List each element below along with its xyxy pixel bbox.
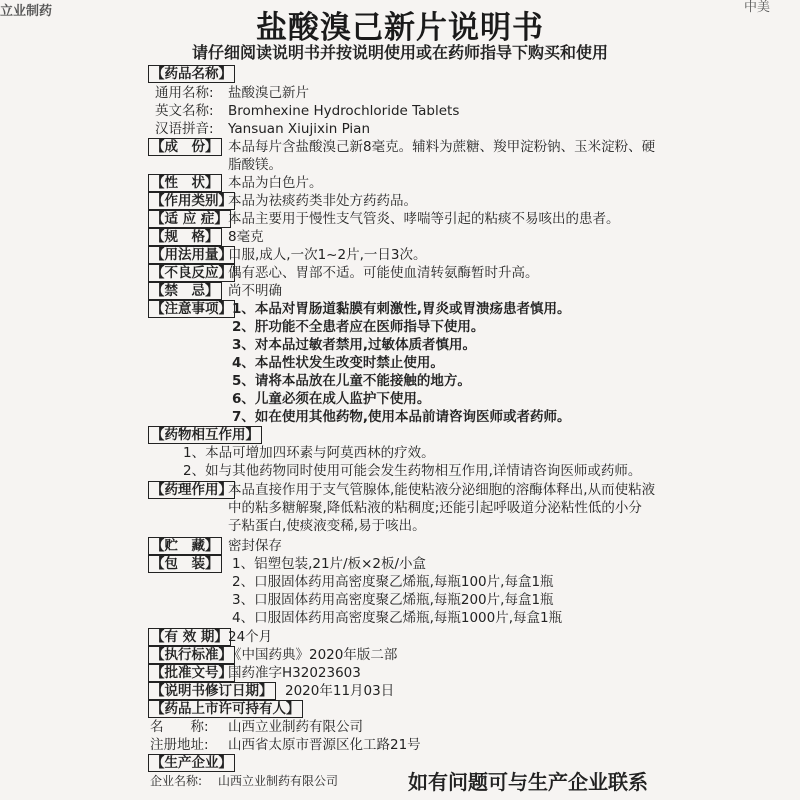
indication-heading: 【适 应 症】 (148, 210, 231, 228)
contact-note: 如有问题可与生产企业联系 (408, 770, 648, 794)
adverse-heading: 【不良反应】 (148, 264, 235, 282)
character-heading: 【性 状】 (148, 174, 222, 192)
contraindication-heading: 【禁 忌】 (148, 282, 222, 300)
generic-name-value: 盐酸溴己新片 (228, 85, 309, 101)
validity-heading: 【有 效 期】 (148, 628, 231, 646)
approval-heading: 【批准文号】 (148, 664, 235, 682)
pinyin-value: Yansuan Xiujixin Pian (228, 121, 370, 137)
package-item: 2、口服固体药用高密度聚乙烯瓶,每瓶100片,每盒1瓶 (232, 574, 554, 590)
precaution-item: 1、本品对胃肠道黏膜有刺激性,胃炎或胃溃疡患者慎用。 (232, 301, 571, 317)
english-name-value: Bromhexine Hydrochloride Tablets (228, 103, 460, 119)
holder-name-value: 山西立业制药有限公司 (228, 719, 363, 735)
dosage-text: 口服,成人,一次1~2片,一日3次。 (228, 247, 427, 263)
validity-text: 24个月 (228, 629, 273, 645)
precaution-item: 4、本品性状发生改变时禁止使用。 (232, 355, 444, 371)
document-title: 盐酸溴己新片说明书 (256, 10, 544, 46)
precaution-item: 6、儿童必须在成人监护下使用。 (232, 391, 431, 407)
pinyin-label: 汉语拼音: (155, 121, 214, 137)
pharmacology-text-3: 子粘蛋白,使痰液变稀,易于咳出。 (228, 518, 426, 534)
character-text: 本品为白色片。 (228, 175, 323, 191)
package-item: 1、铝塑包装,21片/板×2板/小盒 (232, 556, 427, 572)
brand-fragment: 立业制药 (0, 4, 53, 19)
package-heading: 【包 装】 (148, 555, 222, 573)
package-item: 4、口服固体药用高密度聚乙烯瓶,每瓶1000片,每盒1瓶 (232, 610, 563, 626)
holder-address-value: 山西省太原市晋源区化工路21号 (228, 737, 421, 753)
document-subtitle: 请仔细阅读说明书并按说明使用或在药师指导下购买和使用 (191, 43, 608, 62)
indication-text: 本品主要用于慢性支气管炎、哮喘等引起的粘痰不易咳出的患者。 (228, 211, 620, 227)
precaution-item: 3、对本品过敏者禁用,过敏体质者慎用。 (232, 337, 477, 353)
storage-text: 密封保存 (228, 538, 282, 554)
manufacturer-name-label: 企业名称: (150, 774, 203, 788)
precaution-item: 7、如在使用其他药物,使用本品前请咨询医师或者药师。 (232, 409, 571, 425)
revision-text: 2020年11月03日 (285, 683, 395, 699)
dosage-heading: 【用法用量】 (148, 246, 235, 264)
composition-text-1: 本品每片含盐酸溴己新8毫克。辅料为蔗糖、羧甲淀粉钠、玉米淀粉、硬 (228, 139, 656, 155)
adverse-text: 偶有恶心、胃部不适。可能使血清转氨酶暂时升高。 (228, 265, 539, 281)
revision-heading: 【说明书修订日期】 (148, 682, 276, 700)
composition-text-2: 脂酸镁。 (228, 157, 282, 173)
precautions-heading: 【注意事项】 (148, 300, 235, 318)
generic-name-label: 通用名称: (155, 85, 214, 101)
precaution-item: 5、请将本品放在儿童不能接触的地方。 (232, 373, 471, 389)
precaution-item: 2、肝功能不全患者应在医师指导下使用。 (232, 319, 485, 335)
standard-heading: 【执行标准】 (148, 646, 235, 664)
spec-text: 8毫克 (228, 229, 264, 245)
holder-address-label: 注册地址: (150, 737, 209, 753)
category-text: 本品为祛痰药类非处方药药品。 (228, 193, 417, 209)
interaction-heading: 【药物相互作用】 (148, 426, 262, 444)
manufacturer-name-value: 山西立业制药有限公司 (218, 774, 339, 788)
approval-text: 国药准字H32023603 (228, 665, 361, 681)
interaction-item: 2、如与其他药物同时使用可能会发生药物相互作用,详情请咨询医师或药师。 (183, 463, 642, 479)
pharmacology-heading: 【药理作用】 (148, 481, 235, 499)
spec-heading: 【规 格】 (148, 228, 222, 246)
pharmacology-text-2: 中的粘多糖解聚,降低粘液的粘稠度;还能引起呼吸道分泌粘性低的小分 (228, 500, 642, 516)
contraindication-text: 尚不明确 (228, 283, 282, 299)
holder-heading: 【药品上市许可持有人】 (148, 700, 303, 718)
corner-fragment: 中美 (743, 0, 770, 15)
holder-name-label: 名 称: (150, 719, 209, 735)
composition-heading: 【成 份】 (148, 138, 222, 156)
storage-heading: 【贮 藏】 (148, 537, 222, 555)
package-item: 3、口服固体药用高密度聚乙烯瓶,每瓶200片,每盒1瓶 (232, 592, 554, 608)
interaction-item: 1、本品可增加四环素与阿莫西林的疗效。 (183, 445, 435, 461)
category-heading: 【作用类别】 (148, 192, 235, 210)
standard-text: 《中国药典》2020年版二部 (228, 647, 398, 663)
english-name-label: 英文名称: (155, 103, 214, 119)
drug-name-heading: 【药品名称】 (148, 65, 235, 83)
pharmacology-text-1: 本品直接作用于支气管腺体,能使粘液分泌细胞的溶酶体释出,从而使粘液 (228, 482, 656, 498)
manufacturer-heading: 【生产企业】 (148, 754, 235, 772)
